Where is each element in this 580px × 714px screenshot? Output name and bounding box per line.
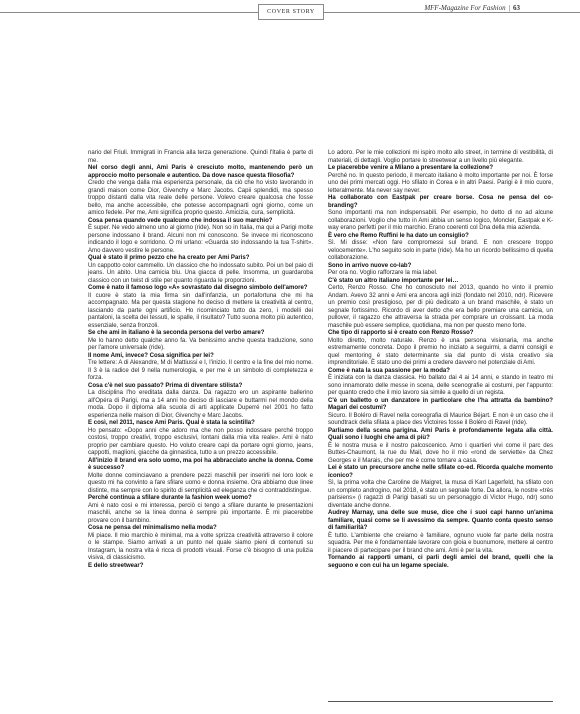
interview-answer: Il cuore è stato la mia firma sin dall'infanzia, un portafortuna che mi ha accompagnato. Ma per questa stagione ho deciso di mettere la creatività al centro, lasciando da parte ogni artificio. Ho ricominciato tutto da zero, i modelli dei pantaloni, la scelta dei tessuti, le spalle, il risultato? Tutto suona molto più autentico, essenziale, senza fronzoli.: [88, 292, 313, 329]
interview-question: È vero che Remo Ruffini le ha dato un consiglio?: [328, 232, 469, 239]
interview-question: E dello streetwear?: [88, 562, 144, 569]
interview-question: Lei è stato un precursore anche nelle sfilate co-ed. Ricorda qualche momento iconico?: [328, 465, 553, 479]
interview-answer: Sì. Mi disse: «Non fare compromessi sul brand. E non crescere troppo velocemente». L'ho seguito solo in parte (ride). Ma ho un ricordo bellissimo di quella collaborazione.: [328, 240, 554, 261]
interview-answer: La disciplina l'ho ereditata dalla danza. Da ragazzo ero un aspirante ballerino all'Opéra di Parigi, ma a 14 anni ho deciso di lasciare e buttarmi nel mondo della moda. Dopo il diploma alla scuola di arti applicate Duperré nel 2001 ho fatto esperienza nelle maison di Dior, Givenchy e Marc Jacobs.: [88, 390, 313, 419]
interview-question: Cosa pensa quando vede qualcuno che indossa il suo marchio?: [88, 217, 273, 224]
interview-answer: Un cappotto color cammello. Un classico che ho indossato subito. Poi un bel paio di jeans. Un abito. Una camicia blu. Una giacca di pelle. Insomma, un guardaroba classico con un twist di stile per quanto riguarda le proporzioni.: [88, 262, 313, 284]
interview-answer: Me lo hanno detto qualche anno fa. Va benissimo anche questa traduzione, sono per l'amore universale (ride).: [88, 337, 313, 351]
interview-question: Cosa ne pensa del minimalismo nella moda?: [88, 525, 217, 531]
interview-answer: È le nostra musa e il nostro palcoscenico. Amo i quartieri vivi come il parc des Buttes-Chaumont, la rue du Mail, dove ho il mio «rond de serviette» da Chez Georges e il Marais, che per me è come tornare a casa.: [328, 442, 553, 464]
interview-answer: È tutto. L'ambiente che creiamo è familiare, ognuno vuole far parte della nostra squadra. Per me è fondamentale lavorare con gioia e buonumore, mettere al centro il piacere di partecipare per il brand che ami. Ami è per la vita.: [328, 532, 553, 554]
interview-question: Le piacerebbe venire a Milano a presentare la collezione?: [328, 165, 494, 171]
interview-answer: Sicuro. Il Boléro di Ravel nella coreografia di Maurice Béjart. E non è un caso che il soundtrack della sfilata a place des Victoires fosse il Boléro di Ravel (ride).: [328, 412, 553, 426]
interview-question: Cosa c'è nel suo passato? Prima di diventare stilista?: [88, 382, 243, 389]
interview-answer: Per ora no. Voglio rafforzare la mia label.: [328, 270, 438, 276]
interview-question: All'inizio il brand era solo uomo, ma poi ha abbracciato anche la donna. Come è successo?: [88, 457, 313, 471]
interview-question: E così, nel 2011, nasce Ami Paris. Qual è stata la scintilla?: [88, 420, 255, 426]
interview-answer: Sono importanti ma non indispensabili. Per esempio, ho detto di no ad alcune collaborazioni. Voglio che tutto in Ami abbia un senso logico, Moncler, Eastpak e K-way erano perfetti per il mio marchio. Erano coerenti col Dna della mia azienda.: [328, 210, 553, 231]
header-separator: |: [508, 4, 510, 12]
interview-question: Come è nato il famoso logo «A» sovrastato dal disegno simbolo dell'amore?: [88, 285, 308, 291]
interview-question: Che tipo di rapporto si è creato con Renzo Rosso?: [328, 330, 474, 336]
column-end-rule: [328, 701, 553, 702]
interview-question: Se che ami in italiano è la seconda persona del verbo amare?: [88, 330, 265, 336]
interview-answer: È super. Ne vedo almeno uno al giorno (ride). Non so in Italia, ma qui a Parigi molte persone indossano il brand. Alcuni non mi conoscono. Se invece mi riconoscono indicando il logo e sorridono. O mi urlano: «Guarda sto indossando la tua T-shirt». Amo davvero vestire le persone.: [88, 225, 313, 254]
interview-question: Il nome Ami, invece? Cosa significa per lei?: [88, 352, 214, 359]
interview-question: Audrey Marnay, una delle sue muse, dice che i suoi capi hanno un'anima familiare, quasi come se li avessimo da sempre. Quanto conta questo senso di familiarità?: [328, 510, 553, 531]
interview-question: C'è un balletto o un danzatore in particolare che l'ha attratta da bambino? Magari dei costumi?: [328, 397, 553, 411]
interview-answer: Perché no. In questo periodo, il mercato italiano è molto importante per noi. È forse uno dei primi mercati oggi. Ho sfilato in Corea e in altri Paesi. Parigi è il mio cuore, letteralmente. Ma never say never.: [328, 172, 553, 194]
interview-question: Sono in arrivo nuove co-lab?: [328, 262, 412, 269]
running-header: [421, 4, 520, 12]
interview-answer: Tre lettere: A di Alexandre, M di Mattiussi e I, l'inizio. Il centro e la fine del mio nome. Il 3 è la radice del 9 nella numerologia, e per me è un simbolo di completezza e forza.: [88, 360, 313, 381]
interview-answer: Molto diretto, molto naturale. Renzo è una persona visionaria, ma anche estremamente concreta. Dopo il premio ho iniziato a seguirmi, a darmi consigli e quel mentoring è stato determinante sia dal punto di vista creativo sia imprenditoriale. È stato uno dei primi a credere davvero nel potenziale di Ami.: [328, 337, 553, 366]
interview-answer: Sì, la prima volta che Caroline de Maigret, la musa di Karl Lagerfeld, ha sfilato con un completo androgino, nel 2018, è stato un segnale forte. Da allora, le nostre «très parisiens» (i ragazzi di Parigi basati su un personaggio di Victor Hugo, ndr) sono diventate anche donne.: [328, 480, 553, 509]
magazine-name: MFF-Magazine For Fashion: [424, 4, 506, 12]
interview-answer: Ho pensato: «Dopo anni che adoro ma che non posso indossare perché troppo costosi, troppo creativi, troppo esclusivi, lontani dalla mia vita reale». Ami è nato proprio per cambiare questo. Ho voluto creare capi da portare ogni giorno, jeans, cappotti, maglioni, giacche da ginnastica, tutto a un prezzo accessibile.: [88, 427, 313, 456]
interview-question: Tornando ai rapporti umani, ci parli degli amici del brand, quelli che la seguono e con cui ha un legame speciale.: [328, 555, 553, 569]
interview-answer: Credo che venga dalla mia esperienza personale, da ciò che ho visto lavorando in grandi maison come Dior, Givenchy e Marc Jacobs. Capii splendidi, ma spesso troppo distanti dalla vita reale delle persone. Volevo creare qualcosa che fosse bello, ma anche accessibile, che potesse accompagnarti ogni giorno, come un amico fedele. Per me, Ami significa proprio questo. Amicizia, cura, semplicità.: [88, 180, 313, 216]
article-column-right: [328, 150, 553, 570]
interview-answer: Lo adoro. Per le mie collezioni mi ispiro molto allo street, in termine di vestibilità, di materiali, di dettagli. Voglio portare lo streetwear a un livello più elegante.: [328, 150, 553, 164]
interview-question: Parliamo della scena parigina. Ami Paris è profondamente legata alla città. Quali sono i luoghi che ama di più?: [328, 427, 553, 441]
article-column-left: [88, 150, 313, 570]
interview-answer: nario del Friuli. Immigrati in Francia alla terza generazione. Quindi l'Italia è parte di me.: [88, 150, 313, 164]
interview-answer: Molte donne cominciavano a prendere pezzi maschili per inserirli nei loro look e questo mi ha convinto a fare sfilare uomo e donna insieme. Ora abbiamo due linee distinte, ma sempre con lo spirito di semplicità ed eleganza che ci contraddistingue.: [88, 472, 313, 494]
page-number: 63: [513, 4, 520, 12]
interview-question: Perché continua a sfilare durante la fashion week uomo?: [88, 495, 252, 501]
interview-question: Qual è stato il primo pezzo che ha creato per Ami Paris?: [88, 255, 250, 261]
interview-answer: Ami è nato così e mi interessa, perciò ci tengo a sfilare durante le presentazioni maschili, anche se la linea donna è sempre più importante. È mi piacerebbe provare con il bambino.: [88, 502, 313, 524]
interview-answer: Mi piace. Il mio marchio è minimal, ma a volte sprizza creatività attraverso il colore o le stampe. Siamo arrivati a un punto nel quale siamo pieni di contenuti su Instagram, la nostra vita è ricca di prodotti visuali. Forse c'è bisogno di una pulizia visiva, di classicismo.: [88, 532, 313, 561]
interview-question: Come è nata la sua passione per la moda?: [328, 367, 450, 374]
interview-answer: Certo, Renzo Rosso. Che ho conosciuto nel 2013, quando ho vinto il premio Andam. Avevo 32 anni e Ami era ancora agli inizi (fondato nel 2010, ndr). Ricevere un premio così prestigioso, per di più dedicato a un brand maschile, è stato un segnale fortissimo. Ricordo di aver detto che era bello premiare una camicia, un pullover, il ragazzo che attraversa la strada per comprare un croissant. La moda maschile può essere semplice, quotidiana, ma non per questo meno forte.: [328, 285, 553, 329]
interview-question: C'è stato un altro italiano importante per lei…: [328, 277, 459, 284]
section-label: COVER STORY: [258, 4, 324, 20]
interview-answer: È iniziata con la danza classica. Ho ballato dai 4 ai 14 anni, e stando in teatro mi sono innamorato delle messe in scena, delle scenografie ai costumi, per l'appunto: per quanto credo che il mio lavoro sia simile a quello di un regista.: [328, 375, 553, 396]
interview-question: Nel corso degli anni, Ami Paris è cresciuto molto, mantenendo però un approccio molto personale e autentico. Da dove nasce questa filosofia?: [88, 165, 313, 179]
interview-question: Ha collaborato con Eastpak per creare borse. Cosa ne pensa del co-branding?: [328, 195, 553, 209]
